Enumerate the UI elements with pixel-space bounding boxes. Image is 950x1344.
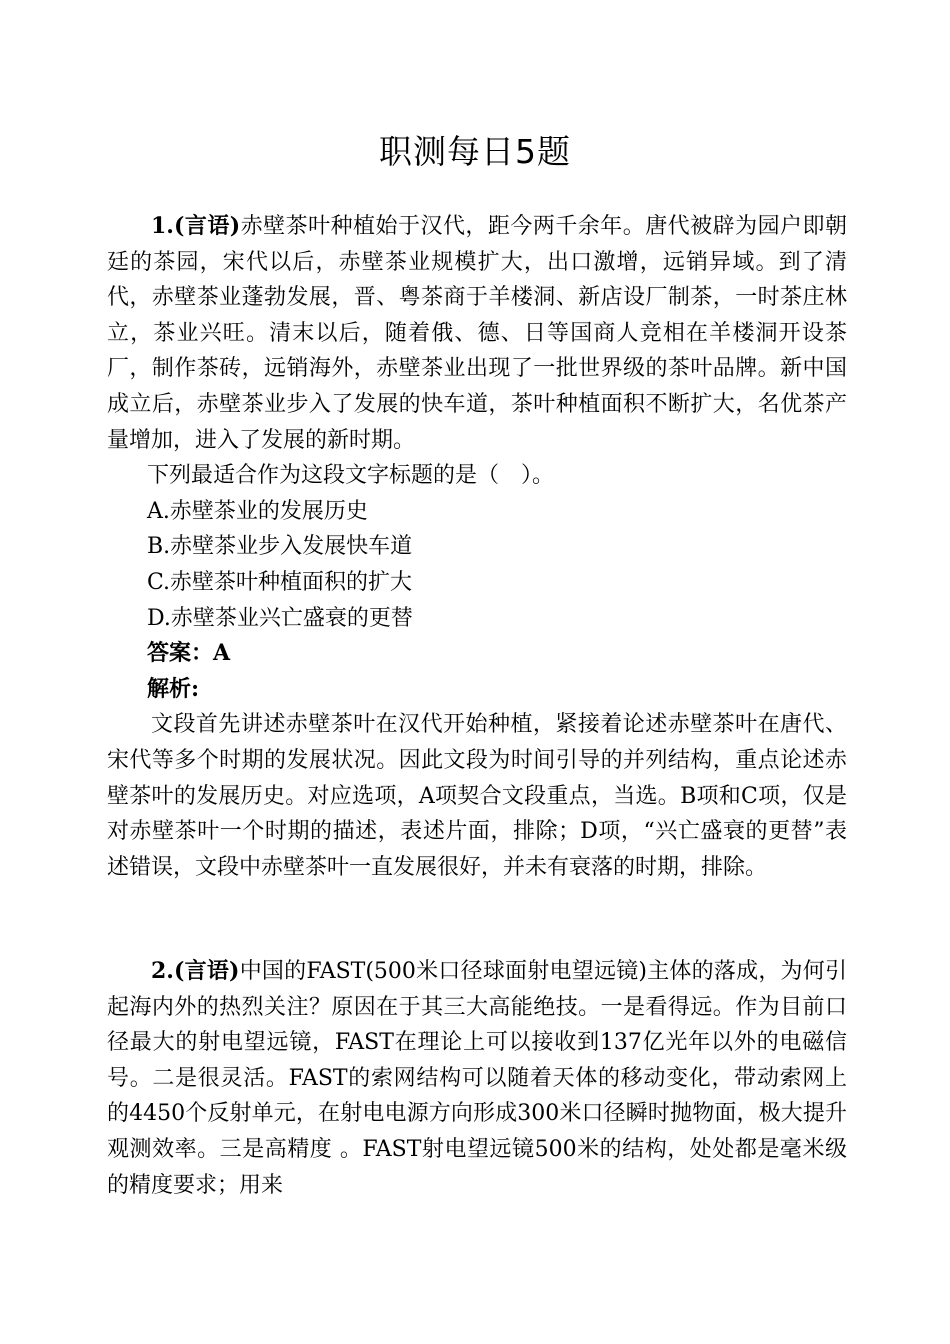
question-2-stem-paragraph: [107, 954, 847, 1203]
question-1-option-b: B.赤壁茶业步入发展快车道: [147, 534, 413, 560]
question-2-stem: 中国的FAST(500米口径球面射电望远镜)主体的落成，为何引起海内外的热烈关注？原因在于其三大高能绝技。一是看得远。作为目前口径最大的射电望远镜，FAST在理论上可以接收到137亿光年以外的电磁信号。二是很灵活。FAST的索网结构可以随着天体的移动变化，带动索网上的4450个反射单元，在射电电源方向形成300米口径瞬时抛物面，极大提升观测效率。三是高精度 。FAST射电望远镜500米的结构，处处都是毫米级的精度要求；用来: [107, 959, 847, 1198]
question-1-answer: 答案：A: [147, 640, 231, 667]
question-1-analysis-label: 解析:: [147, 675, 200, 702]
question-1-stem: 赤壁茶叶种植始于汉代，距今两千余年。唐代被辟为园户即朝廷的茶园，宋代以后，赤壁茶业规模扩大，出口激增，远销异域。到了清代，赤壁茶业蓬勃发展，晋、粤茶商于羊楼洞、新店设厂制茶，一时茶庄林立，茶业兴旺。清末以后，随着俄、德、日等国商人竞相在羊楼洞开设茶厂，制作茶砖，远销海外，赤壁茶业出现了一批世界级的茶叶品牌。新中国成立后，赤壁茶业步入了发展的快车道，茶叶种植面积不断扩大，名优茶产量增加，进入了发展的新时期。: [107, 214, 847, 453]
question-1-option-c: C.赤壁茶叶种植面积的扩大: [147, 569, 413, 595]
question-1: [107, 209, 847, 885]
question-1-prompt: 下列最适合作为这段文字标题的是（ ）。: [147, 463, 555, 489]
page-title: 职测每日5题: [379, 132, 571, 171]
question-1-stem-paragraph: [107, 209, 847, 458]
question-1-type: (言语): [173, 213, 241, 239]
question-1-option-a: A.赤壁茶业的发展历史: [147, 498, 368, 524]
question-2-number: 2.: [151, 958, 174, 984]
question-2: [107, 954, 847, 1203]
question-1-option-d: D.赤壁茶业兴亡盛衰的更替: [147, 605, 413, 631]
question-1-analysis: 文段首先讲述赤壁茶叶在汉代开始种植，紧接着论述赤壁茶叶在唐代、宋代等多个时期的发展状况。因此文段为时间引导的并列结构，重点论述赤壁茶叶的发展历史。对应选项，A项契合文段重点，当选。B项和C项，仅是对赤壁茶叶一个时期的描述，表述片面，排除；D项，“兴亡盛衰的更替”表述错误，文段中赤壁茶叶一直发展很好，并未有衰落的时期，排除。: [107, 712, 847, 880]
question-2-type: (言语): [173, 958, 240, 984]
question-1-number: 1.: [151, 213, 174, 239]
